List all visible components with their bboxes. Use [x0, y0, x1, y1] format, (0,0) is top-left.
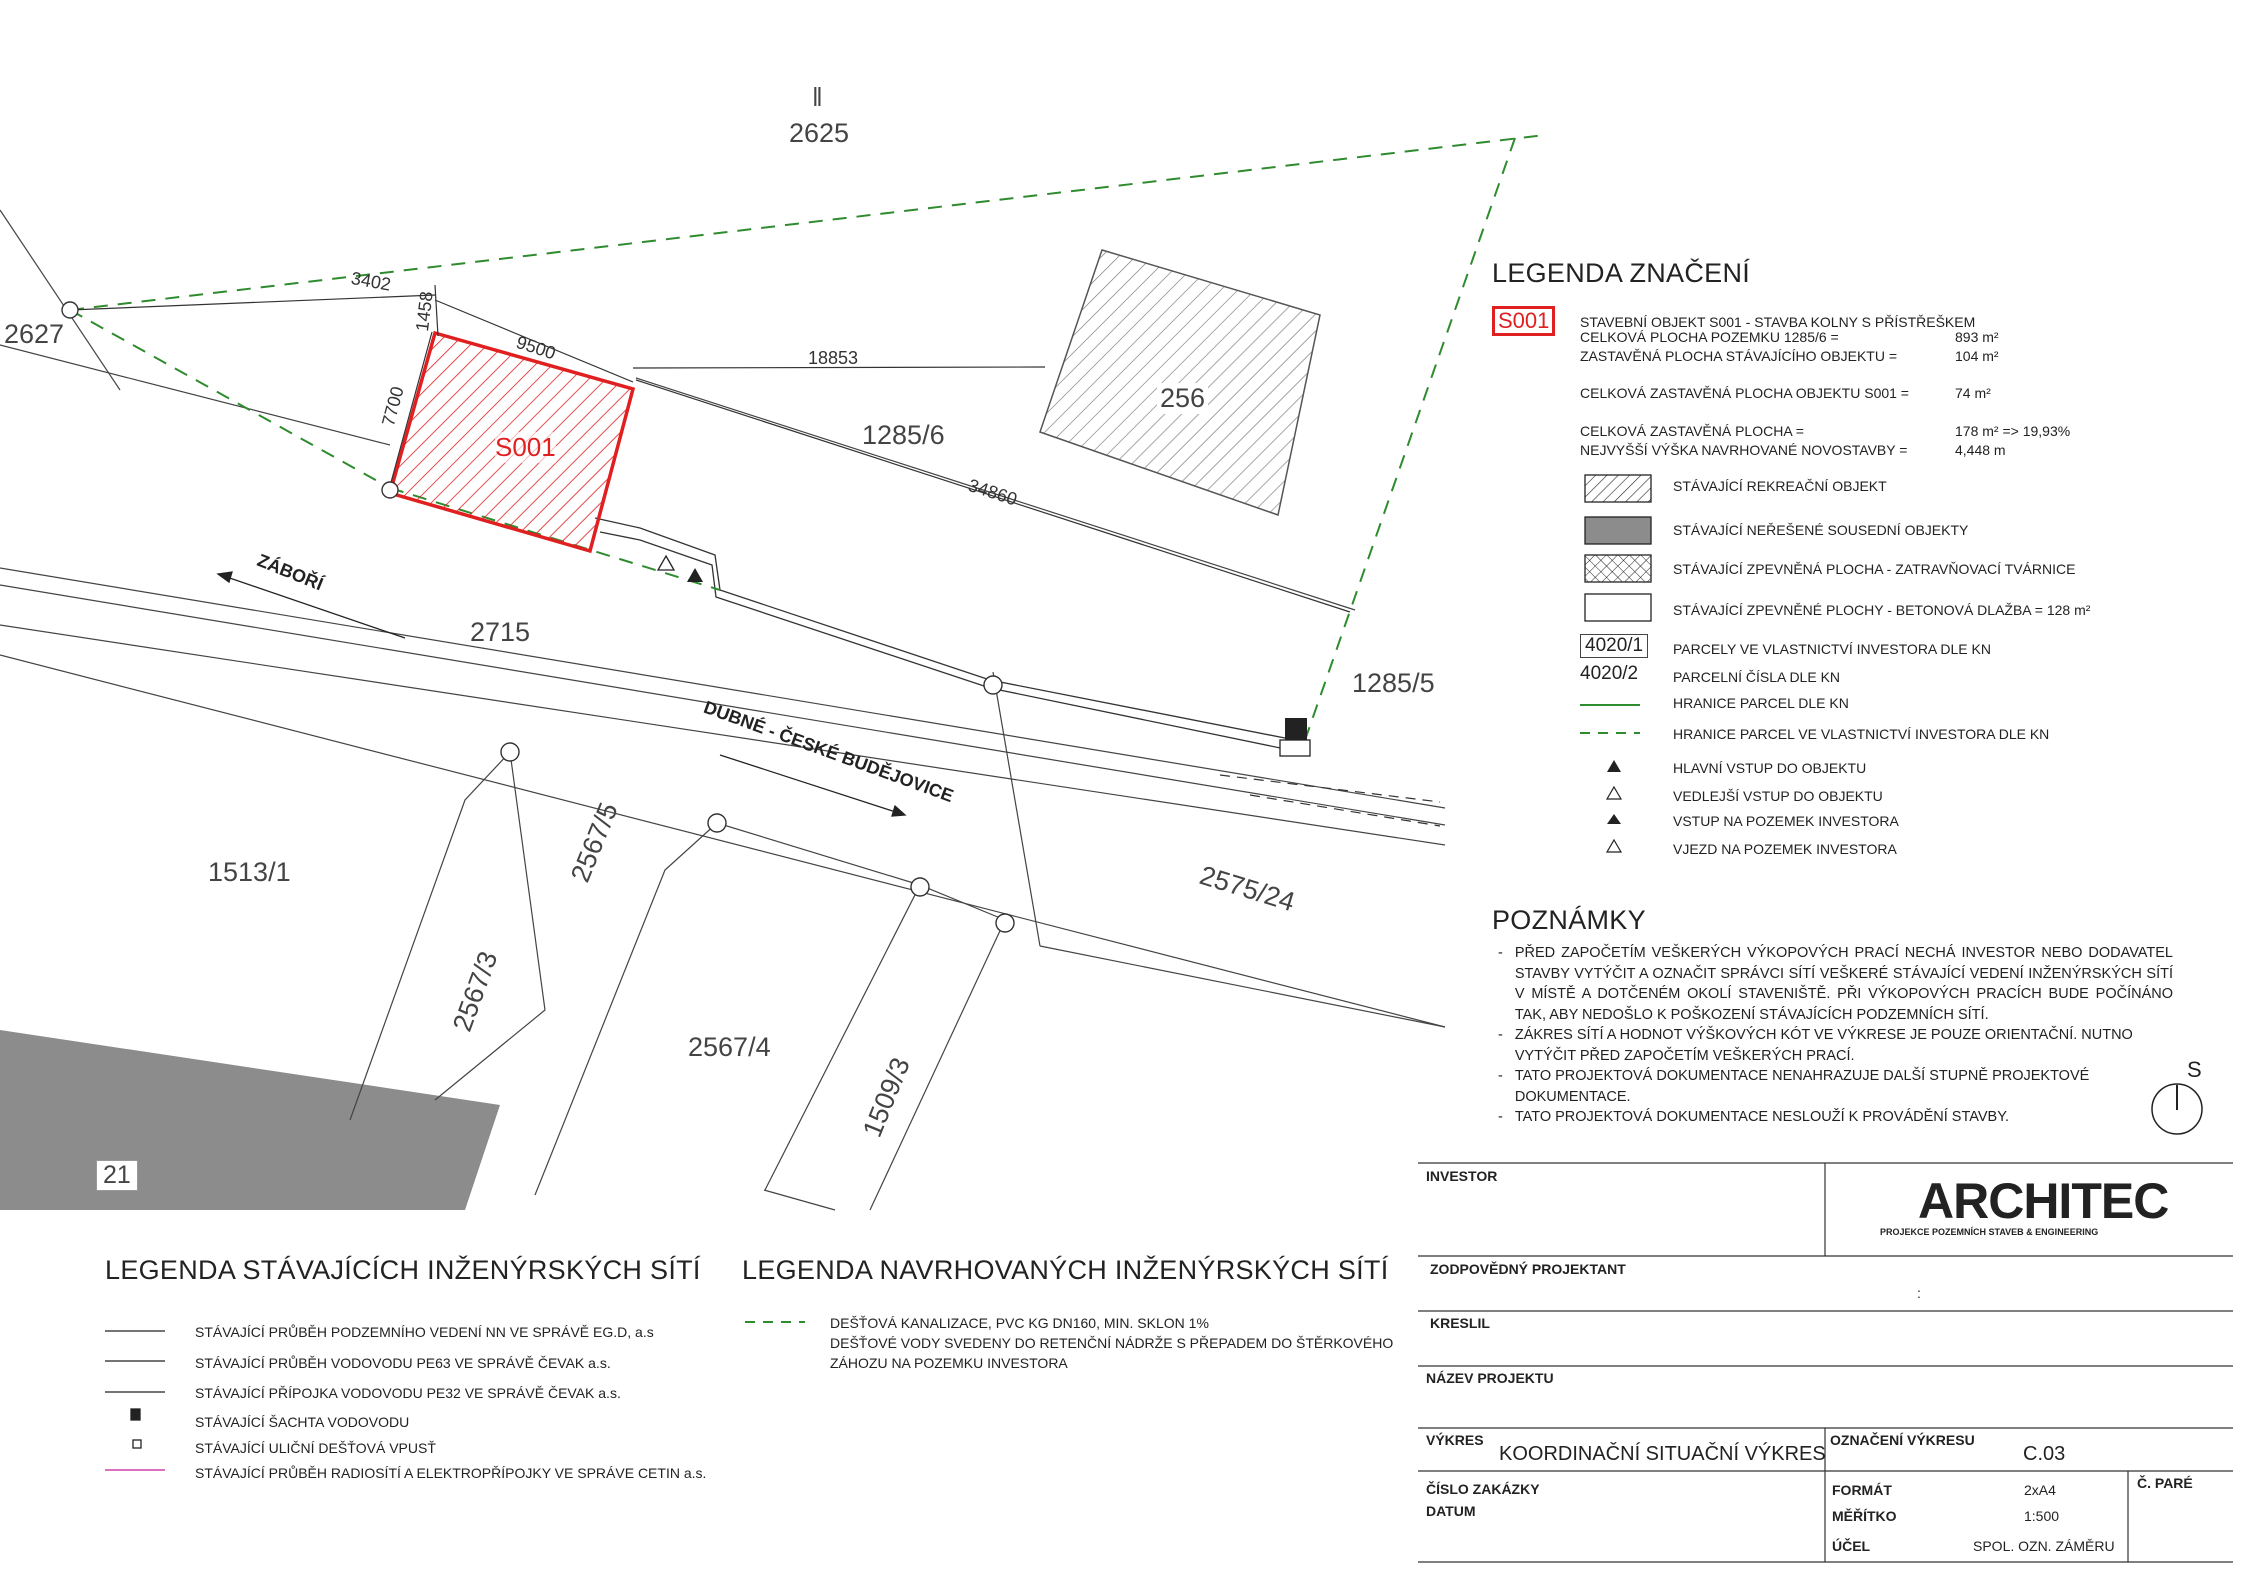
legend-item: VSTUP NA POZEMEK INVESTORA: [1673, 813, 1899, 829]
legend-existing-item: STÁVAJÍCÍ ULIČNÍ DEŠŤOVÁ VPUSŤ: [195, 1440, 436, 1456]
legend-proposed-title: LEGENDA NAVRHOVANÝCH INŽENÝRSKÝCH SÍTÍ: [742, 1255, 1389, 1285]
scale-value: 1:500: [2024, 1508, 2060, 1524]
legend-proposed-line: ZÁHOZU NA POZEMKU INVESTORA: [830, 1355, 1068, 1371]
legend-item: STÁVAJÍCÍ ZPEVNĚNÁ PLOCHA - ZATRAVŇOVACÍ TVÁRNICE: [1673, 561, 2076, 577]
legend-info-label: CELKOVÁ PLOCHA POZEMKU 1285/6 =: [1580, 329, 1839, 345]
legend-symbol-grey: [1585, 517, 1651, 544]
dimension-label: 3402: [349, 268, 393, 295]
company-logo-subtitle: PROJEKCE POZEMNÍCH STAVEB & ENGINEERING: [1880, 1227, 2099, 1237]
legend-info-label: CELKOVÁ ZASTAVĚNÁ PLOCHA =: [1580, 423, 1804, 439]
entry-marker: [687, 568, 703, 582]
drawn-by-label: KRESLIL: [1430, 1315, 1490, 1331]
legend-existing-title: LEGENDA STÁVAJÍCÍCH INŽENÝRSKÝCH SÍTÍ: [105, 1255, 701, 1285]
legend-info-value: 893 m²: [1955, 329, 1999, 345]
notes-list: [1498, 943, 2173, 1128]
parcel-label: 1513/1: [208, 857, 291, 887]
legend-tag-s001: S001: [1492, 306, 1555, 336]
paving-strip: [595, 518, 1295, 750]
existing-networks-symbols: [105, 1331, 165, 1470]
scale-label: MĚŘÍTKO: [1832, 1508, 1897, 1524]
legend-item: STÁVAJÍCÍ ZPEVNĚNÉ PLOCHY - BETONOVÁ DLAŽBA = 128 m²: [1673, 602, 2091, 618]
legend-info-value: 178 m² => 19,93%: [1955, 423, 2071, 439]
building-s001-label: S001: [495, 432, 556, 462]
note-item: - TATO PROJEKTOVÁ DOKUMENTACE NENAHRAZUJE DALŠÍ STUPNĚ PROJEKTOVÉ DOKUMENTACE.: [1498, 1068, 2090, 1105]
legend-main-entry: [1607, 760, 1621, 772]
drawing-no-label: OZNAČENÍ VÝKRESU: [1830, 1432, 1975, 1448]
legend-side-entry: [1607, 787, 1621, 799]
legend-parcel-num-sample: 4020/2: [1580, 663, 1639, 684]
legend-item: HRANICE PARCEL DLE KN: [1673, 695, 1849, 711]
legend-symbol-crosshatch: [1585, 555, 1651, 582]
parcel-label: 21: [96, 1160, 138, 1191]
drawing-value: KOORDINAČNÍ SITUAČNÍ VÝKRES: [1499, 1443, 1826, 1465]
investor-label: INVESTOR: [1426, 1168, 1498, 1184]
parcel-label: 2627: [4, 319, 65, 349]
legend-item: PARCELNÍ ČÍSLA DLE KN: [1673, 669, 1841, 685]
legend-existing-item: STÁVAJÍCÍ PŘÍPOJKA VODOVODU PE32 VE SPRÁVĚ ČEVAK a.s.: [195, 1385, 621, 1401]
legend-parcel-box-sample: 4020/1: [1580, 634, 1648, 658]
legend-existing-item: STÁVAJÍCÍ PRŮBĚH RADIOSÍTÍ A ELEKTROPŘÍPOJKY VE SPRÁVE CETIN a.s.: [195, 1465, 707, 1481]
legend-info-label: NEJVYŠŠÍ VÝŠKA NAVRHOVANÉ NOVOSTAVBY =: [1580, 442, 1908, 458]
note-item: - PŘED ZAPOČETÍM VEŠKERÝCH VÝKOPOVÝCH PRACÍ NECHÁ INVESTOR NEBO DODAVATEL STAVBY VYTÝČIT A OZNAČIT SPRÁVCI SÍTÍ VEŠKERÉ STÁVAJÍCÍ VEDENÍ INŽENÝRSKÝCH SÍTÍ V MÍSTĚ A DOTČENÉM OKOLÍ STAVENIŠTĚ. PŘI VÝKOPOVÝCH PRACÍCH BUDE POČÍNÁNO TAK, ABY NEDOŠLO K POŠKOZENÍ STÁVAJÍCÍCH PODZEMNÍCH SÍTÍ.: [1498, 945, 2173, 1023]
designer-label: ZODPOVĚDNÝ PROJEKTANT: [1430, 1261, 1626, 1277]
road-name: DUBNÉ - ČESKÉ BUDĚJOVICE: [701, 697, 957, 807]
drain-inlet: [1280, 740, 1310, 756]
investor-boundary: [70, 135, 1545, 740]
legend-item: STÁVAJÍCÍ NEŘEŠENÉ SOUSEDNÍ OBJEKTY: [1673, 522, 1969, 538]
parcel-label: 2567/5: [565, 798, 624, 887]
legend-info-label: STAVEBNÍ OBJEKT S001 - STAVBA KOLNY S PŘÍSTŘEŠKEM: [1580, 314, 1976, 330]
legend-symbol-white: [1585, 594, 1651, 621]
project-name-label: NÁZEV PROJEKTU: [1426, 1370, 1554, 1386]
parcel-label-2625-mark: ǁ: [812, 82, 823, 112]
parcel-label: 2715: [470, 617, 531, 647]
legend-info-value: 104 m²: [1955, 348, 1999, 364]
legend-info-label: ZASTAVĚNÁ PLOCHA STÁVAJÍCÍHO OBJEKTU =: [1580, 348, 1898, 364]
dimension-label: 18853: [808, 348, 859, 368]
parcel-label: 2575/24: [1196, 860, 1299, 918]
legend-item: VJEZD NA POZEMEK INVESTORA: [1673, 841, 1897, 857]
legend-marks-title: LEGENDA ZNAČENÍ: [1492, 258, 1751, 288]
notes-title: POZNÁMKY: [1492, 905, 1646, 935]
dimension-label: 9500: [513, 332, 559, 364]
designer-value: :: [1917, 1285, 1921, 1301]
vehicle-entry-marker: [658, 556, 674, 570]
road-name: ZÁBOŘÍ: [254, 550, 326, 595]
legend-proposed-line: DEŠŤOVÉ VODY SVEDENY DO RETENČNÍ NÁDRŽE S PŘEPADEM DO ŠTĚRKOVÉHO: [830, 1335, 1394, 1351]
company-logo: ARCHITEC: [1918, 1173, 2169, 1229]
purpose-value: SPOL. OZN. ZÁMĚRU: [1973, 1538, 2115, 1554]
legend-existing-item: STÁVAJÍCÍ ŠACHTA VODOVODU: [195, 1414, 410, 1430]
purpose-label: ÚČEL: [1832, 1538, 1871, 1554]
legend-info-value: 74 m²: [1955, 385, 1991, 401]
format-value: 2xA4: [2024, 1482, 2056, 1498]
parcel-label: 1285/6: [862, 420, 945, 450]
legend-plot-driveway: [1607, 840, 1621, 852]
dimension-label: 34860: [965, 475, 1020, 510]
note-item: - ZÁKRES SÍTÍ A HODNOT VÝŠKOVÝCH KÓT VE VÝKRESE JE POUZE ORIENTAČNÍ. NUTNO VYTÝČIT PŘED ZAPOČETÍM VEŠKERÝCH PRACÍ.: [1498, 1027, 2133, 1064]
parcel-label: 1509/3: [857, 1053, 916, 1142]
drawing-no-value: C.03: [2023, 1443, 2066, 1465]
legend-info-value: 4,448 m: [1955, 442, 2006, 458]
legend-item: PARCELY VE VLASTNICTVÍ INVESTORA DLE KN: [1673, 641, 1991, 657]
dimension-label: 7700: [378, 384, 408, 429]
legend-proposed-line: DEŠŤOVÁ KANALIZACE, PVC KG DN160, MIN. SKLON 1%: [830, 1315, 1209, 1331]
neighbour-building-area: [0, 1030, 500, 1210]
legend-symbol-hatch: [1585, 475, 1651, 502]
north-arrow-letter: S: [2187, 1057, 2202, 1082]
order-no-label: ČÍSLO ZAKÁZKY: [1426, 1481, 1540, 1497]
parcel-label: 1285/5: [1352, 668, 1435, 698]
copy-no-label: Č. PARÉ: [2137, 1475, 2193, 1491]
legend-existing-item: STÁVAJÍCÍ PRŮBĚH VODOVODU PE63 VE SPRÁVĚ ČEVAK a.s.: [195, 1355, 611, 1371]
dimension-label: 1458: [412, 290, 437, 333]
legend-item: VEDLEJŠÍ VSTUP DO OBJEKTU: [1673, 788, 1883, 804]
parcel-label: 256: [1157, 383, 1208, 414]
legend-plot-entry: [1607, 814, 1621, 824]
legend-item: HRANICE PARCEL VE VLASTNICTVÍ INVESTORA DLE KN: [1673, 726, 2050, 742]
legend-info-label: CELKOVÁ ZASTAVĚNÁ PLOCHA OBJEKTU S001 =: [1580, 385, 1909, 401]
legend-item: HLAVNÍ VSTUP DO OBJEKTU: [1673, 760, 1867, 776]
drawing-label: VÝKRES: [1426, 1432, 1484, 1448]
format-label: FORMÁT: [1832, 1482, 1892, 1498]
legend-item: STÁVAJÍCÍ REKREAČNÍ OBJEKT: [1673, 478, 1887, 494]
parcel-label: 2567/3: [447, 947, 504, 1036]
legend-existing-item: STÁVAJÍCÍ PRŮBĚH PODZEMNÍHO VEDENÍ NN VE SPRÁVĚ EG.D, a.s: [195, 1324, 654, 1340]
note-item: - TATO PROJEKTOVÁ DOKUMENTACE NESLOUŽÍ K PROVÁDĚNÍ STAVBY.: [1498, 1109, 2010, 1125]
parcel-label: 2567/4: [688, 1032, 771, 1062]
parcel-label: 2625: [789, 118, 850, 148]
date-label: DATUM: [1426, 1503, 1476, 1519]
water-shaft: [1285, 718, 1307, 740]
road-arrows: [218, 572, 905, 816]
